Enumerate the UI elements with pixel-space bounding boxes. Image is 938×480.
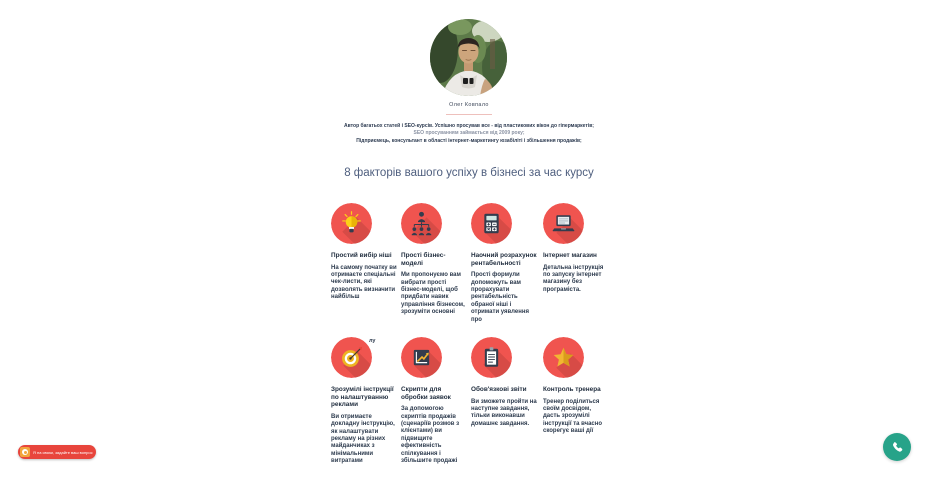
- avatar: [430, 19, 507, 96]
- feature-text: На самому початку ви отримаєте спеціальні чек-листи, які дозволять визначити найбільш: [331, 264, 397, 301]
- bio-line-1: Автор багатьох статей і SEO-курсів. Успішно просував все - від пластикових вікон до гіпермаркетів;: [344, 123, 594, 129]
- feature-title: Прості бізнес-моделі: [401, 252, 446, 267]
- chat-widget-message: Я на связи, задайте ваш вопрос: [33, 449, 93, 455]
- feature-card-ads-setup: [331, 337, 397, 466]
- clipboard-icon: [471, 337, 512, 378]
- phone-icon: [890, 440, 904, 454]
- feature-card-sales-scripts: [401, 337, 467, 465]
- feature-title: Контроль тренера: [543, 386, 601, 393]
- chart-icon: [401, 337, 442, 378]
- feature-title: Інтернет магазин: [543, 252, 597, 259]
- feature-card-profit-calc: [471, 203, 537, 324]
- feature-card-trainer-control: [543, 337, 609, 436]
- name-underline-divider: [446, 114, 492, 115]
- feature-text: Ви зможете пройти на наступне завдання, тільки виконавши домашнє завдання.: [471, 398, 537, 427]
- chat-widget-notification[interactable]: [18, 445, 96, 459]
- feature-title: Наочний розрахунок рентабельності: [471, 252, 537, 267]
- feature-text: Ми пропонуємо вам вибрати прості бізнес-моделі, щоб придбати навик управління бізнесом, зрозуміти основні: [401, 272, 465, 316]
- calculator-icon: [471, 203, 512, 244]
- bulb-icon: [331, 203, 372, 244]
- feature-text: Детальна інструкція по запуску інтернет магазину без програміста.: [543, 264, 604, 293]
- trainer-name: Олег Ковпало: [449, 102, 489, 108]
- feature-text: Прості формули допоможуть вам прорахувати рентабельність обраної ніші і отримати уявлення про: [471, 272, 529, 323]
- feature-card-reports: [471, 337, 537, 428]
- feature-card-niche-choice: [331, 203, 397, 302]
- callback-button[interactable]: [883, 433, 911, 461]
- hierarchy-icon: [401, 203, 442, 244]
- bio-line-2: SEO просуванням займається від 2009 року;: [413, 130, 525, 137]
- feature-title: Скрипти для обробки заявок: [401, 386, 451, 401]
- target-icon: [331, 337, 372, 378]
- feature-title: Зрозумілі інструкції по налаштуванню реклами: [331, 386, 394, 409]
- trainer-bio: [299, 123, 639, 145]
- chat-widget-logo-icon: [20, 447, 30, 457]
- feature-text: Тренер поділиться своїм досвідом, дасть зрозумілі інструкції та вчасно скорегує ваші дії: [543, 398, 603, 435]
- text-fragment: лу: [369, 338, 376, 344]
- bio-line-3: Підприємець, консультант в області інтернет-маркетингу юзабіліті і збільшення продажів;: [356, 137, 582, 144]
- feature-title: Простий вибір ніші: [331, 252, 392, 259]
- feature-card-business-models: [401, 203, 467, 317]
- feature-text: За допомогою скриптів продажів (сценаріїв розмов з клієнтами) ви підвищите ефективність спілкування і збільшите продажі: [401, 406, 460, 465]
- laptop-icon: [543, 203, 584, 244]
- feature-card-online-store: [543, 203, 609, 294]
- section-heading: 8 факторів вашого успіху в бізнесі за час курсу: [344, 167, 594, 179]
- feature-title: Обов'язкові звіти: [471, 386, 527, 393]
- feature-text: Ви отримаєте докладну інструкцію, як налаштувати рекламу на різних майданчиках з мінімальними витратами: [331, 413, 395, 465]
- avatar-photo-illustration: [430, 19, 507, 96]
- star-icon: [543, 337, 584, 378]
